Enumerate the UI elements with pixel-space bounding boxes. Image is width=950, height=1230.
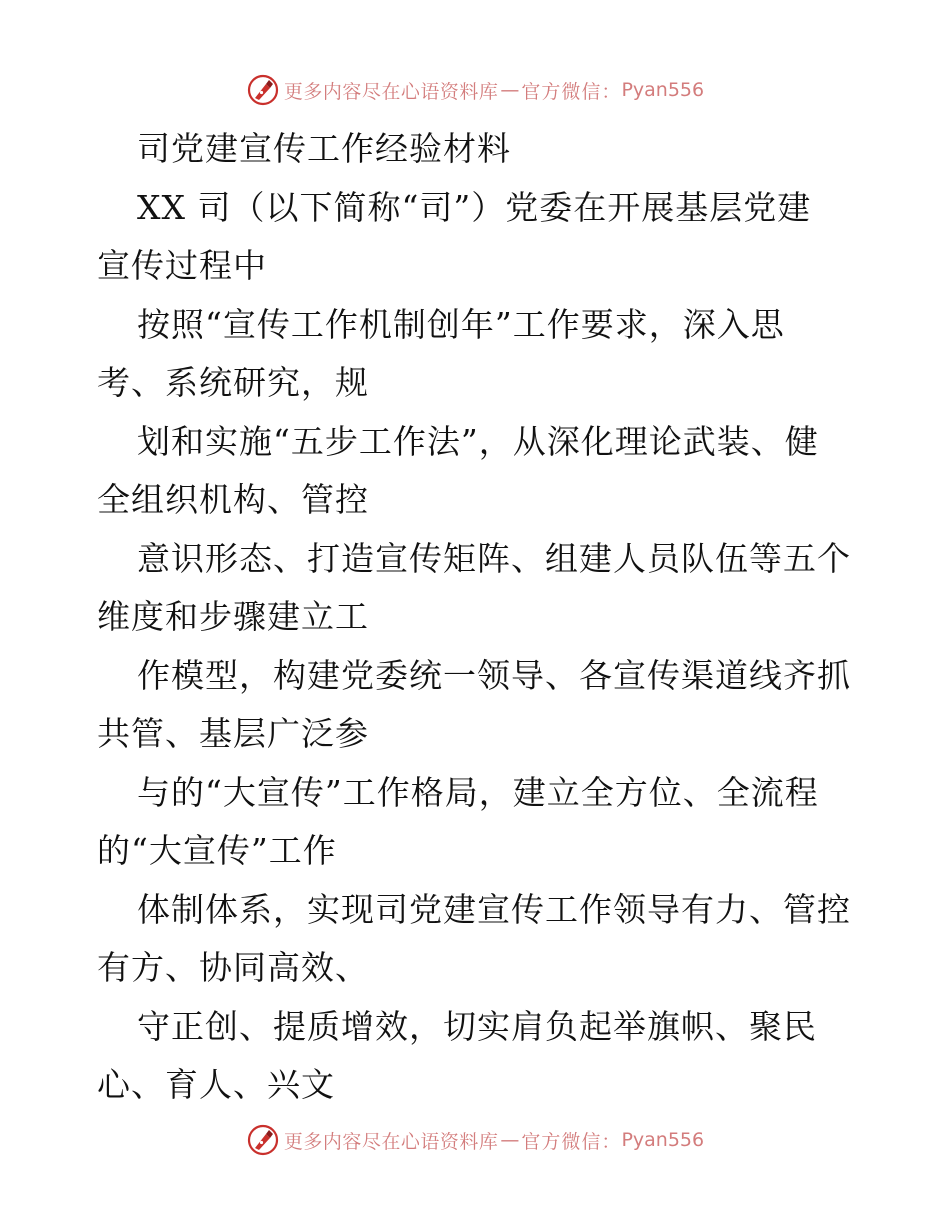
- watermark-separator: —: [500, 79, 520, 101]
- footer-watermark: [0, 1120, 950, 1160]
- paragraph-line: 考、系统研究，规: [97, 363, 369, 402]
- header-watermark: [0, 70, 950, 110]
- watermark-site-text: 更多内容尽在心语资料库: [283, 80, 499, 103]
- document-title: 司党建宣传工作经验材料: [137, 129, 511, 168]
- paragraph-line: XX 司（以下简称“司”）党委在开展基层党建: [137, 187, 812, 227]
- paragraph-line: 宣传过程中: [97, 246, 267, 285]
- paragraph-line: 作模型，构建党委统一领导、各宣传渠道线齐抓: [137, 655, 851, 695]
- paragraph-line: 划和实施“五步工作法”，从深化理论武装、健: [137, 421, 819, 461]
- watermark-separator: —: [500, 1129, 520, 1151]
- document-body: [97, 120, 877, 1115]
- paragraph-line: 全组织机构、管控: [97, 480, 369, 519]
- paragraph-line: 守正创、提质增效，切实肩负起举旗帜、聚民: [137, 1006, 817, 1046]
- paragraph-line: 共管、基层广泛参: [97, 714, 369, 753]
- watermark-wechat-id: Pyan556: [621, 79, 705, 101]
- paragraph-line: 维度和步骤建立工: [97, 597, 369, 636]
- pen-nib-logo-icon: [246, 1123, 280, 1157]
- pen-nib-logo-icon: [246, 73, 280, 107]
- watermark-label: 官方微信：: [521, 1130, 622, 1153]
- watermark-label: 官方微信：: [521, 80, 622, 103]
- paragraph-line: 按照“宣传工作机制创年”工作要求，深入思: [137, 304, 785, 344]
- paragraph-line: 心、育人、兴文: [97, 1065, 335, 1104]
- paragraph-line: 的“大宣传”工作: [97, 831, 337, 870]
- paragraph-line: 有方、协同高效、: [97, 948, 369, 987]
- paragraph-line: 意识形态、打造宣传矩阵、组建人员队伍等五个: [137, 538, 851, 578]
- watermark-site-text: 更多内容尽在心语资料库: [283, 1130, 499, 1153]
- paragraph-line: 体制体系，实现司党建宣传工作领导有力、管控: [137, 889, 851, 929]
- watermark-wechat-id: Pyan556: [621, 1129, 705, 1151]
- paragraph-line: 与的“大宣传”工作格局，建立全方位、全流程: [137, 772, 819, 812]
